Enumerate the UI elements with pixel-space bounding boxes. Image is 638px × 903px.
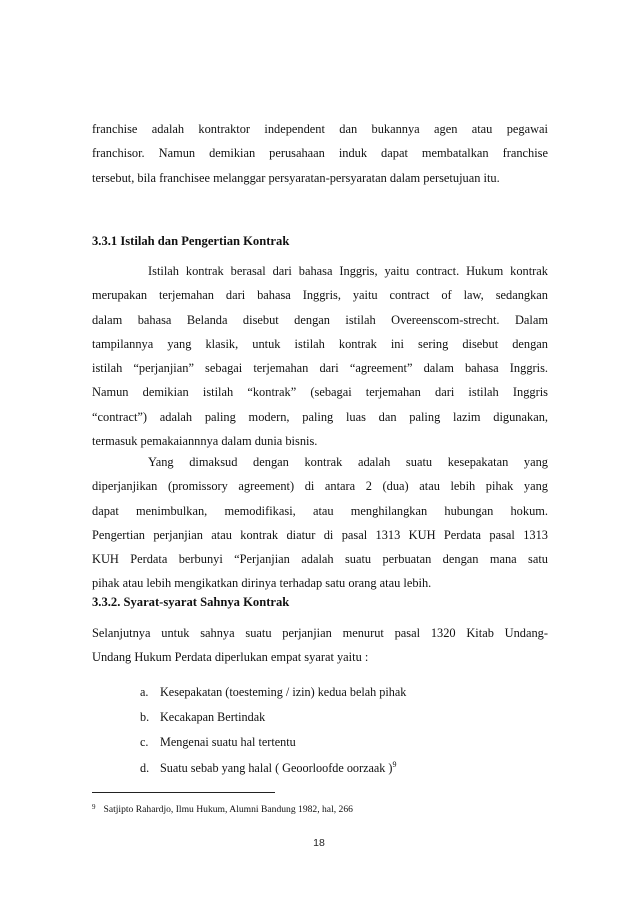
list-item bbox=[140, 756, 406, 781]
footnote-number: 9 bbox=[92, 803, 96, 811]
paragraph-line: Yang dimaksud dengan kontrak adalah suatu kesepakatan yang bbox=[148, 455, 548, 469]
list-marker: b. bbox=[140, 710, 150, 725]
list-marker: d. bbox=[140, 760, 150, 775]
footnote-text: Satjipto Rahardjo, Ilmu Hukum, Alumni Bandung 1982, hal, 266 bbox=[103, 804, 353, 815]
paragraph-line: Namun demikian istilah “kontrak” (sebagai terjemahan dari istilah Inggris bbox=[92, 385, 548, 400]
footnote-reference[interactable]: 9 bbox=[392, 759, 397, 769]
list-item bbox=[140, 730, 406, 755]
section-heading-istilah: 3.3.1 Istilah dan Pengertian Kontrak bbox=[92, 234, 290, 248]
paragraph-line: “contract”) adalah paling modern, paling luas dan paling lazim digunakan, bbox=[92, 409, 548, 424]
list-item-text: Kecakapan Bertindak bbox=[160, 710, 266, 725]
paragraph-istilah-kontrak bbox=[92, 259, 548, 453]
paragraph-franchise bbox=[92, 117, 548, 190]
paragraph-line: pihak atau lebih mengikatkan dirinya terhadap satu orang atau lebih. bbox=[92, 576, 432, 591]
paragraph-syarat-intro bbox=[92, 621, 548, 670]
paragraph-line: Selanjutnya untuk sahnya suatu perjanjian menurut pasal 1320 Kitab Undang- bbox=[92, 626, 548, 640]
list-item-text: Kesepakatan (toesteming / izin) kedua belah pihak bbox=[160, 685, 407, 699]
page-number: 18 bbox=[313, 837, 325, 849]
footnote bbox=[92, 800, 353, 817]
paragraph-line: dalam bahasa Belanda disebut dengan istilah Overeenscom-strecht. Dalam bbox=[92, 312, 548, 327]
paragraph-line: istilah “perjanjian” sebagai terjemahan dari “agreement” dalam bahasa Inggris. bbox=[92, 361, 548, 376]
list-item bbox=[140, 680, 406, 705]
syarat-list bbox=[140, 680, 406, 781]
list-marker: a. bbox=[140, 685, 149, 699]
paragraph-pengertian-kontrak bbox=[92, 450, 548, 596]
section-heading-syarat: 3.3.2. Syarat-syarat Sahnya Kontrak bbox=[92, 595, 290, 609]
footnote-divider bbox=[92, 792, 275, 793]
list-marker: c. bbox=[140, 735, 149, 750]
list-item bbox=[140, 705, 406, 730]
paragraph-line: Istilah kontrak berasal dari bahasa Inggris, yaitu contract. Hukum kontrak bbox=[148, 264, 548, 278]
list-item-text: Suatu sebab yang halal ( Geoorloofde oorzaak ) bbox=[160, 760, 393, 775]
paragraph-line: KUH Perdata berbunyi “Perjanjian adalah suatu perbuatan dengan mana satu bbox=[92, 552, 548, 567]
paragraph-line: tampilannya yang klasik, untuk istilah kontrak ini sering disebut dengan bbox=[92, 336, 548, 351]
paragraph-line: Pengertian perjanjian atau kontrak diatur di pasal 1313 KUH Perdata pasal 1313 bbox=[92, 527, 548, 542]
paragraph-line: diperjanjikan (promissory agreement) di antara 2 (dua) atau lebih pihak yang bbox=[92, 479, 548, 494]
paragraph-line: franchisor. Namun demikian perusahaan induk dapat membatalkan franchise bbox=[92, 146, 548, 161]
paragraph-line: merupakan terjemahan dari bahasa Inggris, yaitu contract of law, sedangkan bbox=[92, 288, 548, 303]
paragraph-line: franchise adalah kontraktor independent dan bukannya agen atau pegawai bbox=[92, 122, 548, 136]
paragraph-line: termasuk pemakaiannnya dalam dunia bisnis. bbox=[92, 434, 318, 449]
list-item-text: Mengenai suatu hal tertentu bbox=[160, 735, 296, 750]
paragraph-line: dapat menimbulkan, memodifikasi, atau menghilangkan hubungan hokum. bbox=[92, 503, 548, 518]
paragraph-line: Undang Hukum Perdata diperlukan empat syarat yaitu : bbox=[92, 650, 369, 665]
paragraph-line: tersebut, bila franchisee melanggar persyaratan-persyaratan dalam persetujuan itu. bbox=[92, 170, 500, 185]
